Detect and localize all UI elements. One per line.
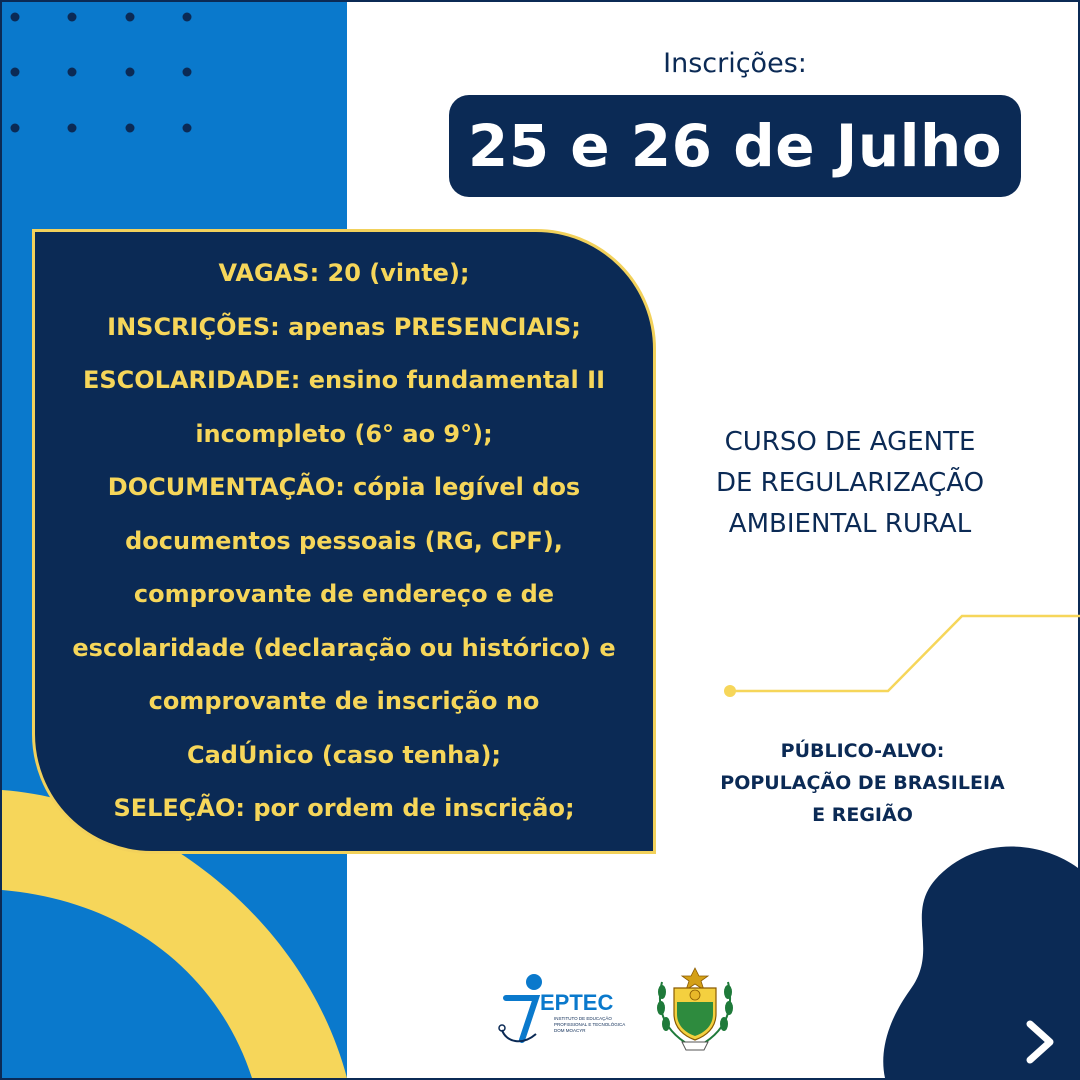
svg-text:INSTITUTO DE EDUCAÇÃO: INSTITUTO DE EDUCAÇÃO: [554, 1016, 612, 1021]
info-line: SELEÇÃO: por ordem de inscrição;: [113, 794, 575, 823]
state-seal-emblem: [652, 962, 738, 1058]
target-audience-line: POPULAÇÃO DE BRASILEIA: [720, 772, 1005, 794]
chevron-right-icon: [1012, 1012, 1072, 1072]
svg-text:DOM MOACYR: DOM MOACYR: [554, 1028, 586, 1033]
target-audience-line: E REGIÃO: [812, 804, 913, 826]
next-slide-button[interactable]: [1012, 1012, 1072, 1072]
info-line: incompleto (6° ao 9°);: [195, 419, 493, 448]
eptec-logo: [496, 968, 626, 1048]
info-line: ESCOLARIDADE: ensino fundamental II: [82, 366, 605, 395]
course-title-line: DE REGULARIZAÇÃO: [715, 468, 985, 498]
info-line: INSCRIÇÕES: apenas PRESENCIAIS;: [107, 312, 581, 341]
svg-text:PROFISSIONAL E TECNOLÓGICA: PROFISSIONAL E TECNOLÓGICA: [554, 1022, 626, 1027]
dot-grid-decoration: [2, 2, 347, 202]
yellow-connector-line: [700, 600, 1080, 720]
info-line: documentos pessoais (RG, CPF),: [125, 526, 563, 555]
registration-label: Inscrições:: [663, 48, 807, 79]
info-line: comprovante de inscrição no: [148, 687, 540, 716]
info-line: DOCUMENTAÇÃO: cópia legível dos: [107, 473, 581, 502]
course-title-line: CURSO DE AGENTE: [724, 427, 976, 457]
info-line: CadÚnico (caso tenha);: [186, 740, 502, 769]
target-audience-line: PÚBLICO-ALVO:: [780, 740, 945, 762]
registration-dates-pill: [449, 95, 1021, 197]
target-audience: [690, 735, 1035, 831]
registration-dates: 25 e 26 de Julho: [467, 112, 1003, 180]
info-line: escolaridade (declaração ou histórico) e: [72, 633, 616, 662]
svg-text:EPTEC: EPTEC: [540, 990, 614, 1015]
info-line: VAGAS: 20 (vinte);: [218, 259, 470, 288]
info-box: [32, 229, 656, 854]
course-title: [680, 422, 1020, 545]
info-line: comprovante de endereço e de: [133, 580, 555, 609]
course-title-line: AMBIENTAL RURAL: [728, 509, 972, 539]
